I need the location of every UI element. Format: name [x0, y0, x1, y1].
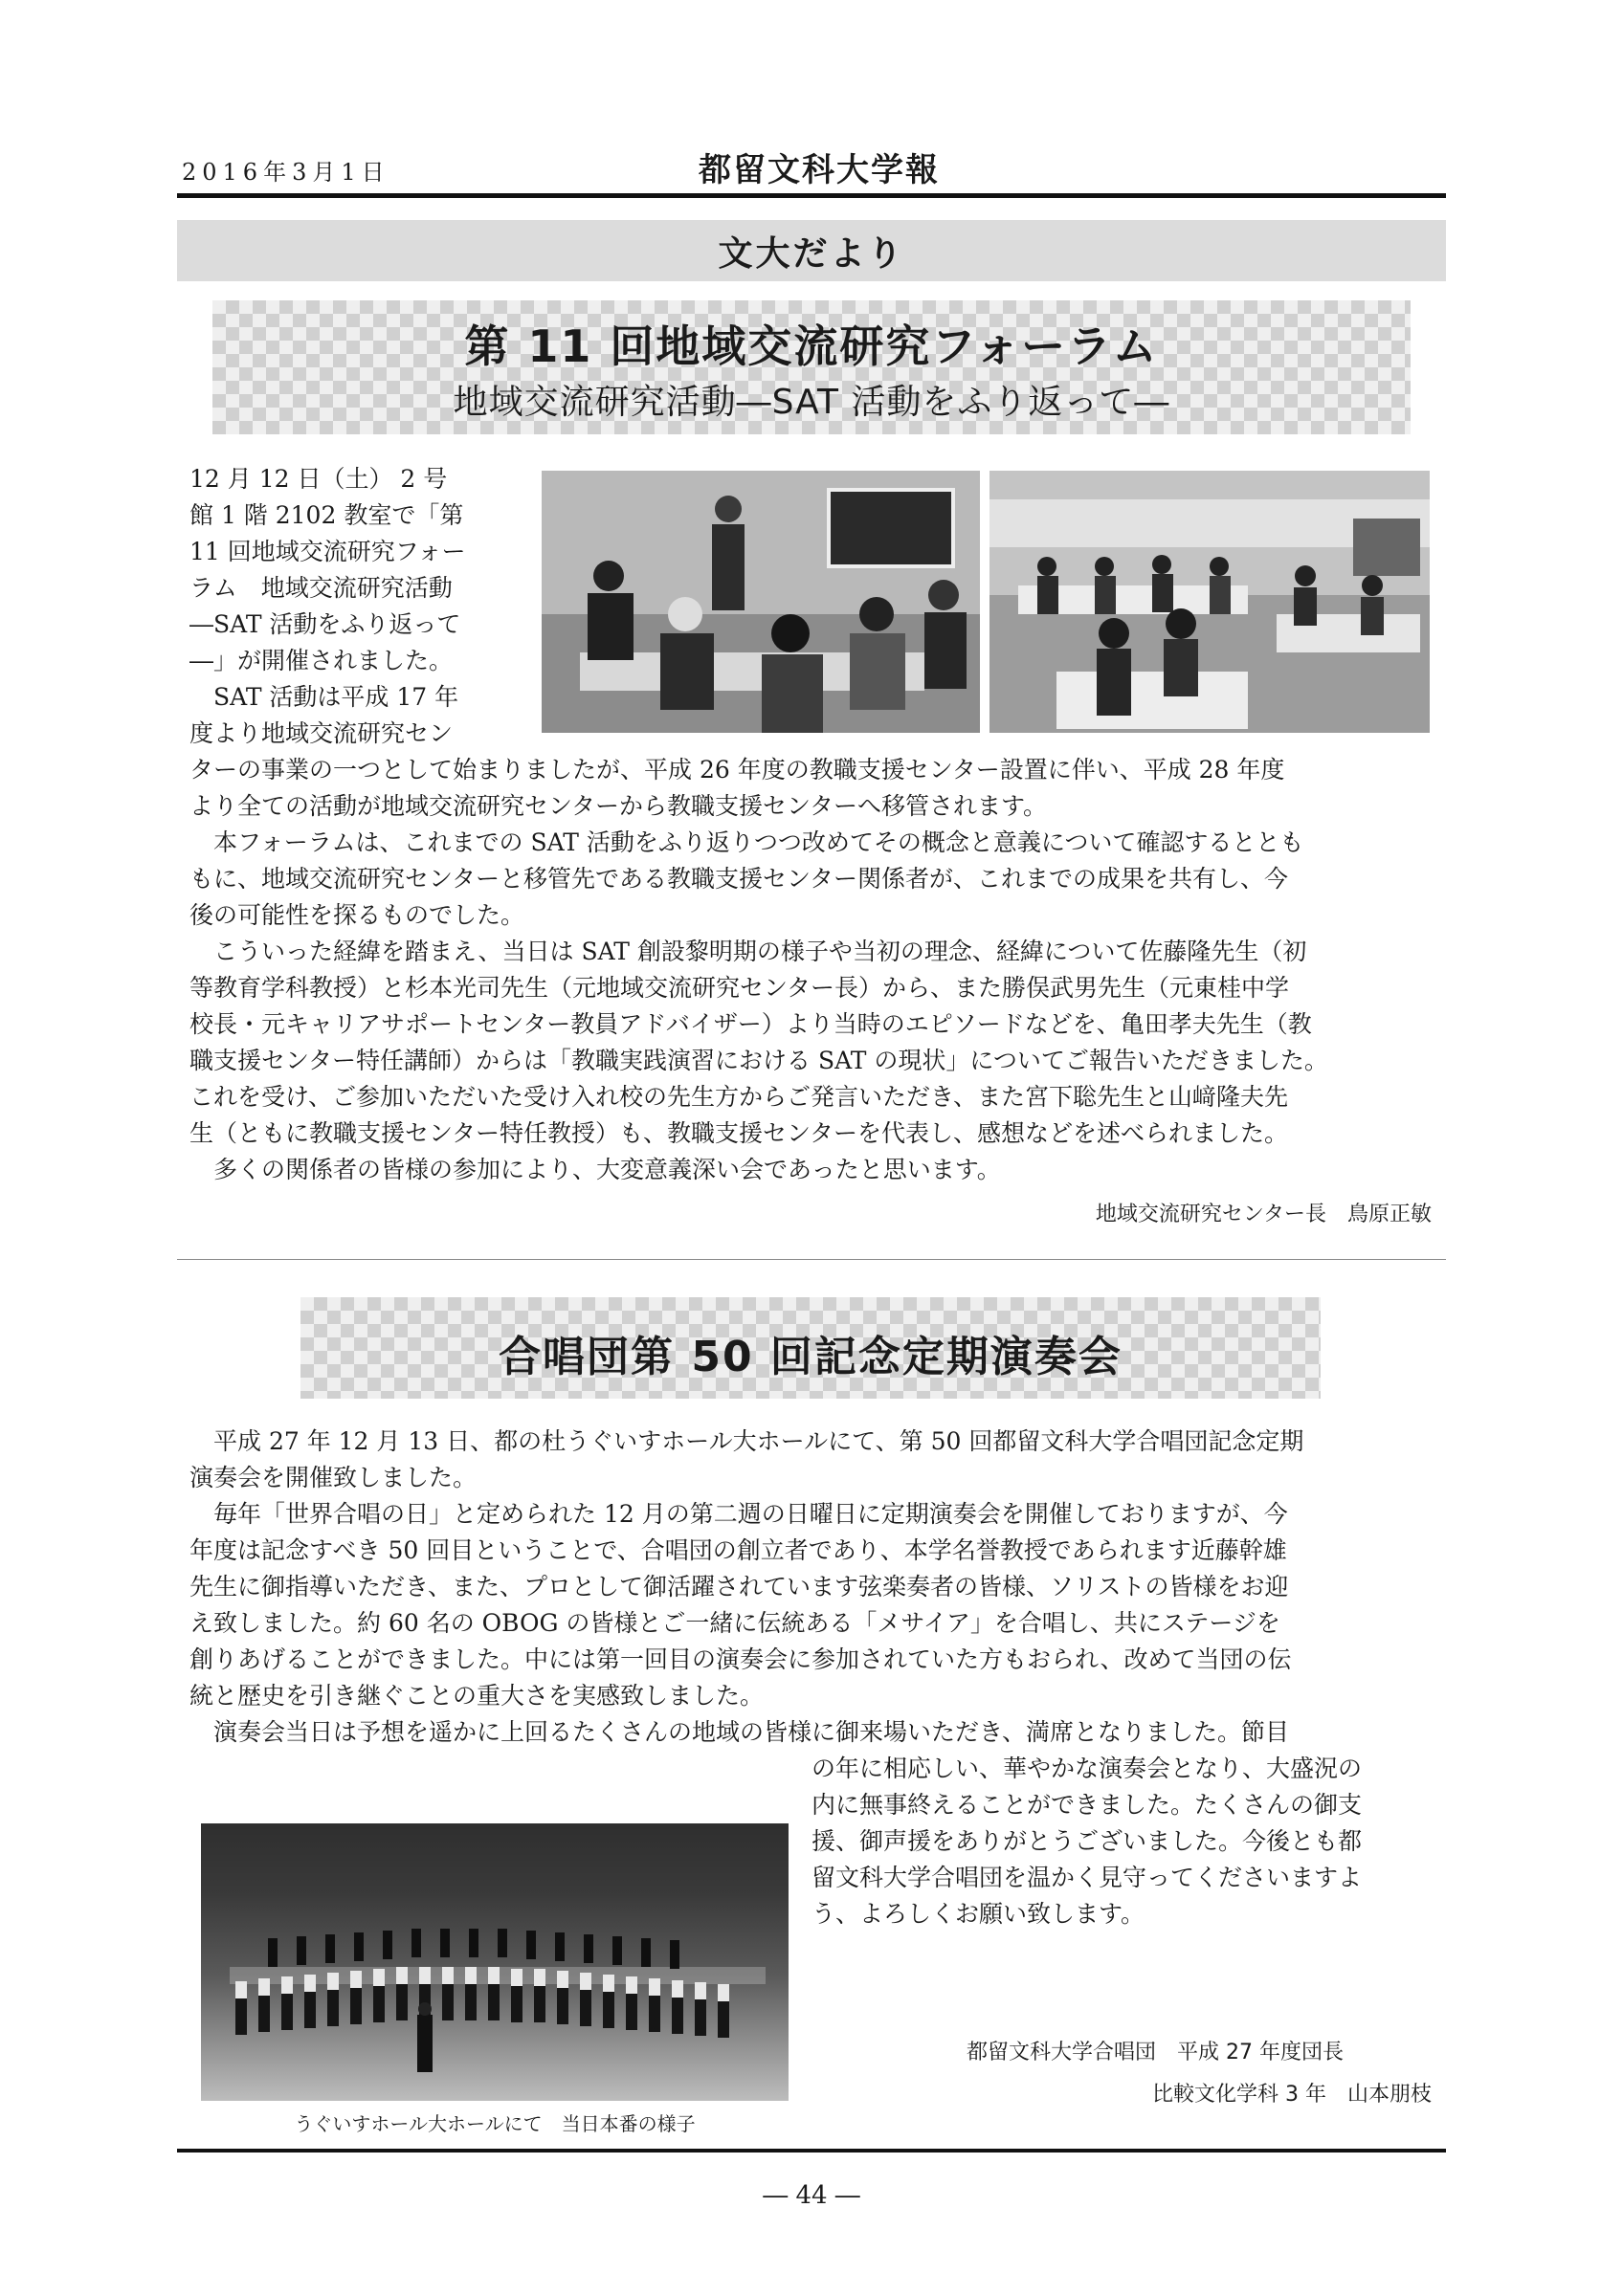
text-line: これを受け、ご参加いただいた受け入れ校の先生方からご発言いただき、また宮下聡先生と山﨑隆夫先: [189, 1083, 1289, 1111]
text-line: 等教育学科教授）と杉本光司先生（元地域交流研究センター長）から、また勝俣武男先生（元東桂中学: [189, 974, 1290, 1002]
text-line: 度より地域交流研究セン: [189, 719, 454, 747]
text-line: ―SAT 活動をふり返って: [189, 610, 461, 638]
article2-signature-name: 比較文化学科 3 年 山本朋枝: [1152, 2083, 1432, 2107]
article1-signature: 地域交流研究センター長 鳥原正敏: [1095, 1203, 1432, 1226]
text-line: 演奏会を開催致しました。: [189, 1464, 478, 1491]
text-line: 生（ともに教職支援センター特任教授）も、教職支援センターを代表し、感想などを述べられました。: [189, 1119, 1289, 1147]
header-rule: [177, 193, 1446, 198]
text-line: 平成 27 年 12 月 13 日、都の杜うぐいすホール大ホールにて、第 50 回都留文科大学合唱団記念定期: [189, 1427, 1304, 1455]
text-line: 職支援センター特任講師）からは「教職実践演習における SAT の現状」についてご報告いただきました。: [189, 1047, 1328, 1074]
issue-date: 2016年3月1日: [182, 159, 390, 186]
choir-concert-photo: [201, 1823, 789, 2101]
article1-intro: [189, 461, 520, 752]
article2-side-text: [812, 1751, 1443, 1932]
article1-subtitle: 地域交流研究活動―SAT 活動をふり返って―: [453, 383, 1170, 422]
text-line: 演奏会当日は予想を遥かに上回るたくさんの地域の皆様に御来場いただき、満席となりました。節目: [189, 1718, 1290, 1746]
text-line: こういった経緯を踏まえ、当日は SAT 創設黎明期の様子や当初の理念、経緯について佐藤隆先生（初: [189, 938, 1307, 965]
text-line: 留文科大学合唱団を温かく見守ってくださいますよ: [812, 1864, 1363, 1891]
article1-banner: [212, 300, 1411, 434]
article2-body: [189, 1424, 1443, 1751]
text-line: より全ての活動が地域交流研究センターから教職支援センターへ移管されます。: [189, 792, 1048, 820]
choir-photo-caption: うぐいすホール大ホールにて 当日本番の様子: [294, 2112, 696, 2135]
text-line: 本フォーラムは、これまでの SAT 活動をふり返りつつ改めてその概念と意義について確認するととも: [189, 828, 1304, 856]
text-line: 援、御声援をありがとうございました。今後とも都: [812, 1827, 1363, 1855]
text-line: 先生に御指導いただき、また、プロとして御活躍されています弦楽奏者の皆様、ソリストの皆様をお迎: [189, 1573, 1289, 1601]
text-line: え致しました。約 60 名の OBOG の皆様とご一緒に伝統ある「メサイア」を合唱し、共にステージを: [189, 1609, 1280, 1637]
article-divider: [177, 1259, 1446, 1260]
text-line: 統と歴史を引き継ぐことの重大さを実感致しました。: [189, 1682, 765, 1710]
text-line: 11 回地域交流研究フォー: [189, 538, 466, 565]
text-line: 校長・元キャリアサポートセンター教員アドバイザー）より当時のエピソードなどを、亀田孝夫先生（教: [189, 1010, 1312, 1038]
article2-signature-group: 都留文科大学合唱団 平成 27 年度団長: [967, 2041, 1344, 2064]
text-line: ターの事業の一つとして始まりましたが、平成 26 年度の教職支援センター設置に伴い、平成 28 年度: [189, 756, 1285, 784]
article1-body: [189, 752, 1443, 1188]
text-line: 毎年「世界合唱の日」と定められた 12 月の第二週の日曜日に定期演奏会を開催しておりますが、今: [189, 1500, 1288, 1528]
text-line: 館 1 階 2102 教室で「第: [189, 501, 464, 529]
text-line: 内に無事終えることができました。たくさんの御支: [812, 1791, 1363, 1819]
forum-photo-speaker: [542, 471, 980, 733]
text-line: 年度は記念すべき 50 回目ということで、合唱団の創立者であり、本学名誉教授であられます近藤幹雄: [189, 1536, 1287, 1564]
article1-title: 第 11 回地域交流研究フォーラム: [464, 320, 1159, 372]
text-line: 創りあげることができました。中には第一回目の演奏会に参加されていた方もおられ、改めて当団の伝: [189, 1645, 1292, 1673]
text-line: 12 月 12 日（土） 2 号: [189, 465, 448, 493]
text-line: 後の可能性を探るものでした。: [189, 901, 525, 929]
article2-title: 合唱団第 50 回記念定期演奏会: [499, 1333, 1123, 1381]
text-line: もに、地域交流研究センターと移管先である教職支援センター関係者が、これまでの成果を共有し、今: [189, 865, 1289, 893]
section-label: 文大だより: [177, 220, 1446, 281]
text-line: SAT 活動は平成 17 年: [189, 683, 459, 711]
text-line: ラム 地域交流研究活動: [189, 574, 453, 602]
page-number: ― 44 ―: [763, 2181, 860, 2210]
text-line: う、よろしくお願い致します。: [812, 1900, 1145, 1928]
forum-photo-audience: [989, 471, 1430, 733]
publication-title: 都留文科大学報: [699, 151, 940, 189]
text-line: 多くの関係者の皆様の参加により、大変意義深い会であったと思います。: [189, 1156, 1001, 1183]
text-line: の年に相応しい、華やかな演奏会となり、大盛況の: [812, 1755, 1363, 1782]
article2-banner: [300, 1297, 1321, 1399]
text-line: ―」が開催されました。: [189, 647, 454, 674]
footer-rule: [177, 2149, 1446, 2152]
